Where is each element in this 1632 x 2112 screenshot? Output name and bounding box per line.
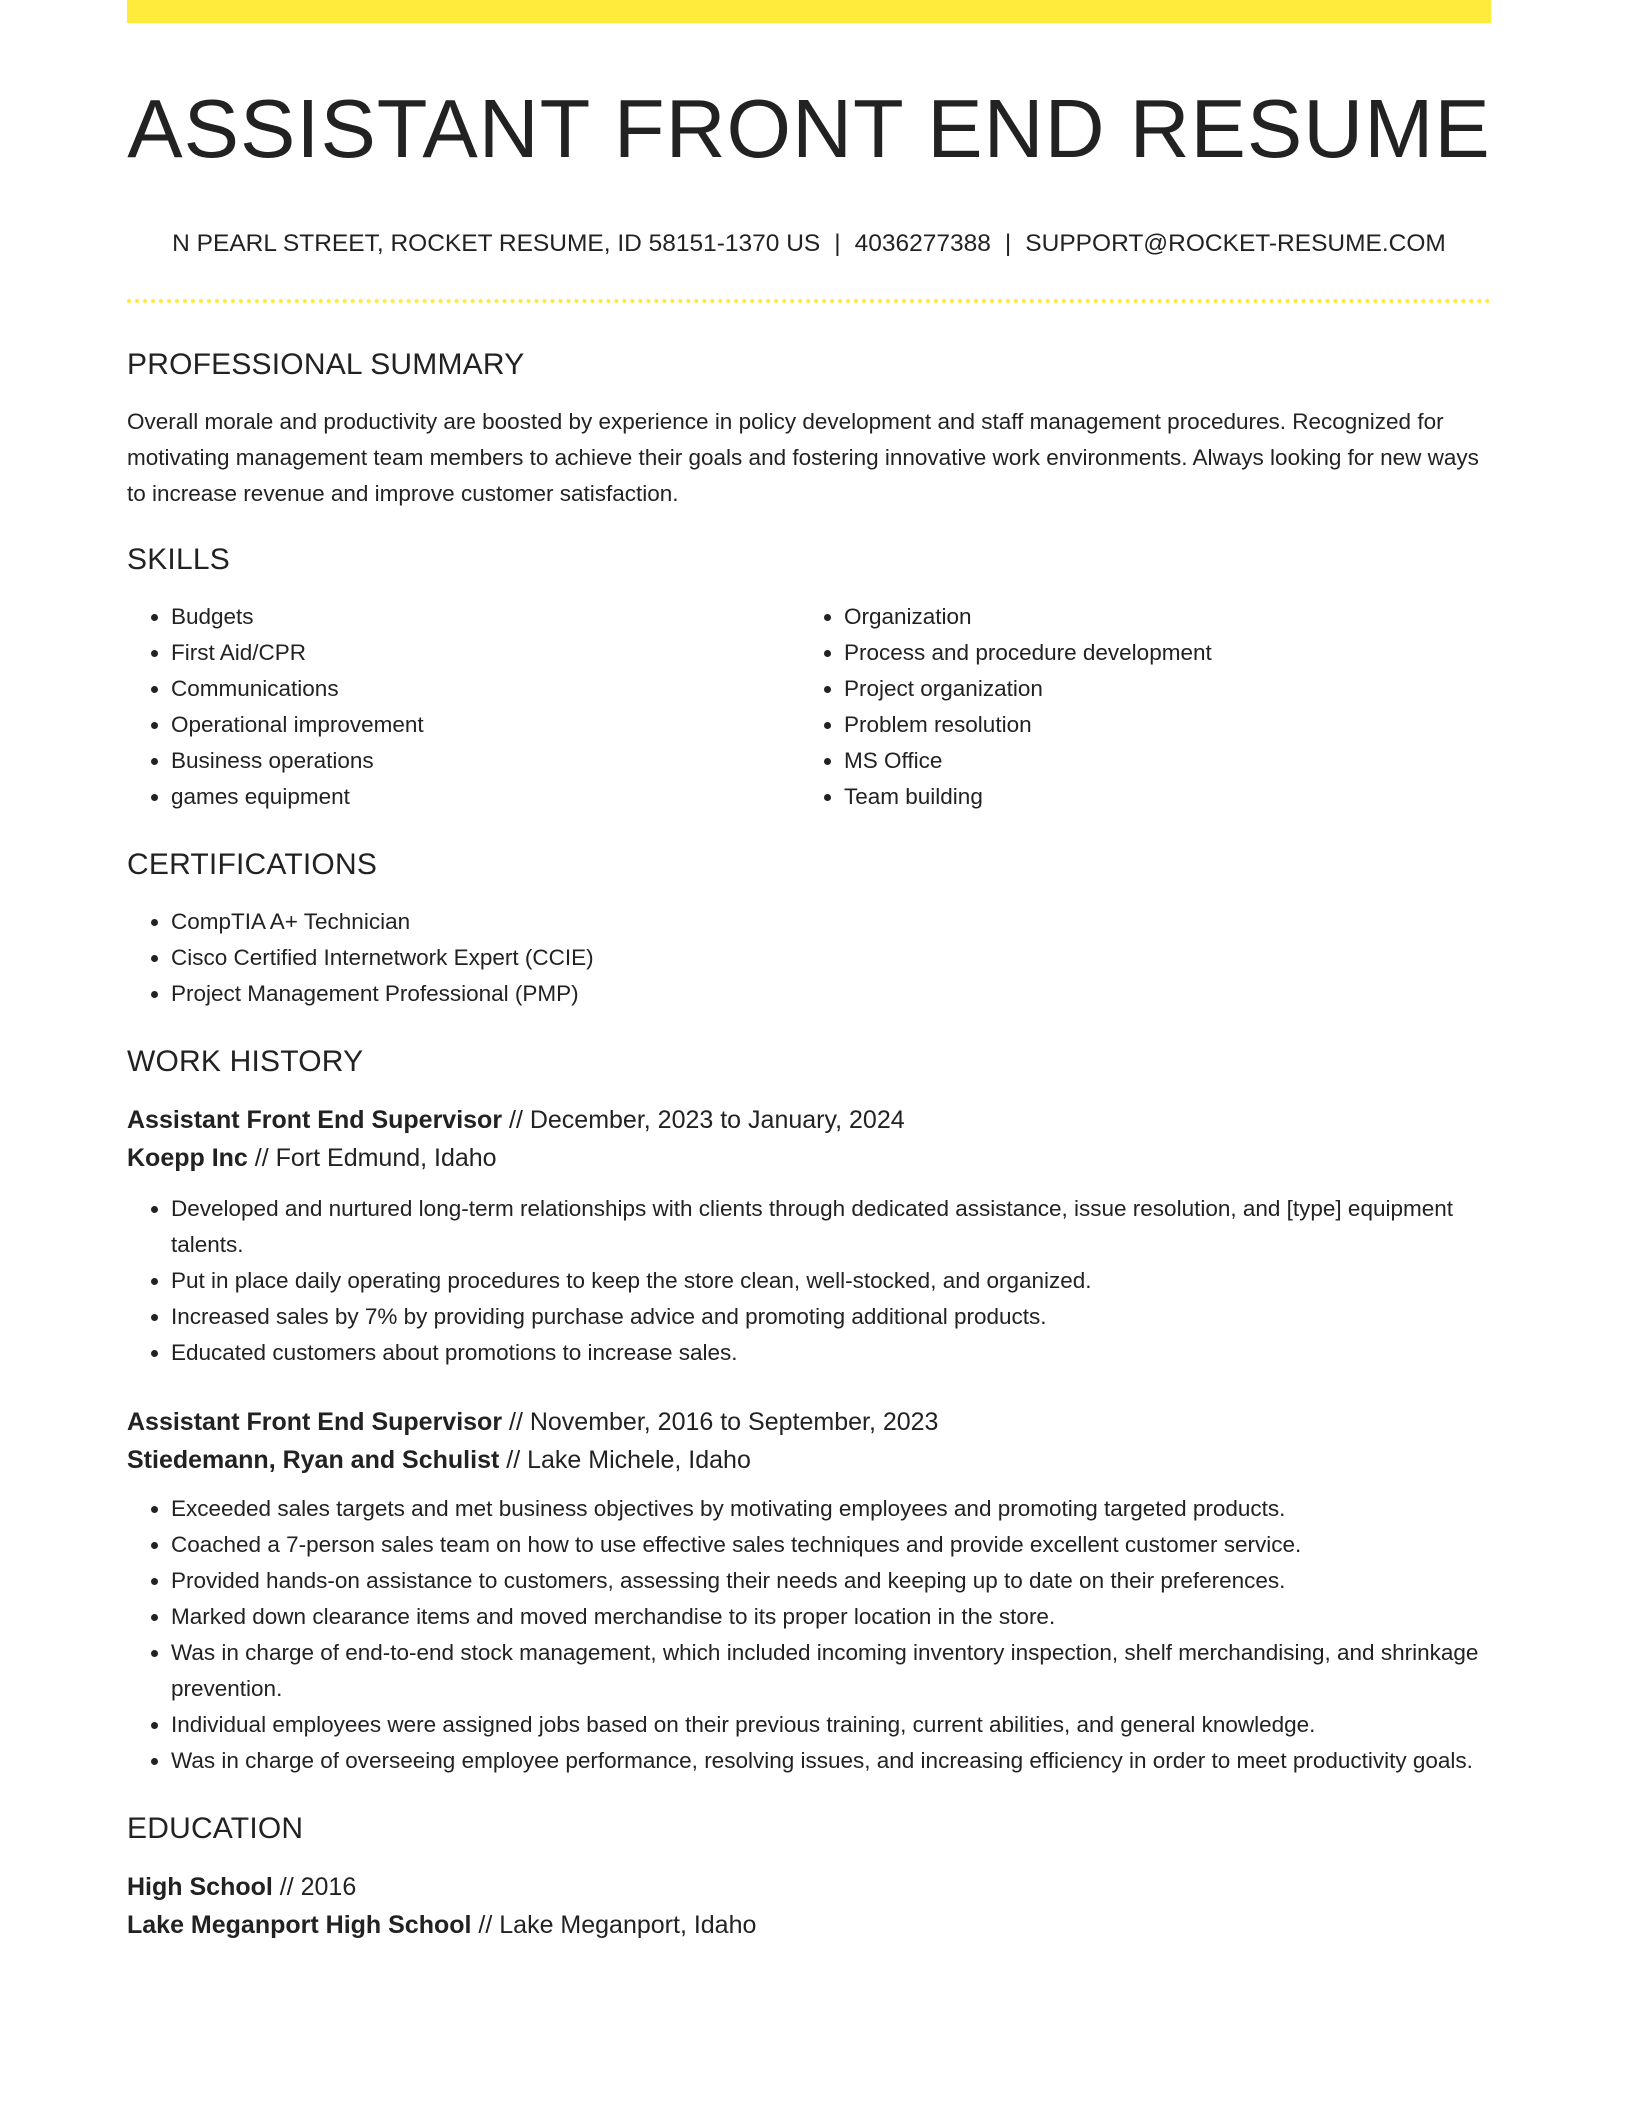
job-role-line bbox=[127, 1403, 1491, 1441]
job-location: // Lake Michele, Idaho bbox=[499, 1445, 751, 1474]
skill-item: • games equipment bbox=[171, 779, 800, 815]
contact-address: N PEARL STREET, ROCKET RESUME, ID 58151-1370 US bbox=[172, 230, 821, 258]
education-degree-line bbox=[127, 1868, 1491, 1906]
certification-item: • Project Management Professional (PMP) bbox=[171, 976, 1491, 1012]
job-bullet: • Provided hands-on assistance to customers, assessing their needs and keeping up to date on their preferences. bbox=[171, 1563, 1491, 1599]
resume-title: ASSISTANT FRONT END RESUME bbox=[127, 82, 1491, 175]
job-bullet: • Coached a 7-person sales team on how to use effective sales techniques and provide excellent customer service. bbox=[171, 1527, 1491, 1563]
job-bullet: • Educated customers about promotions to increase sales. bbox=[171, 1335, 1491, 1371]
education-location: // Lake Meganport, Idaho bbox=[471, 1910, 757, 1939]
section-title-skills: SKILLS bbox=[127, 542, 230, 576]
skills-column-right bbox=[800, 599, 1473, 815]
education-entry bbox=[127, 1868, 1491, 1944]
education-degree: High School bbox=[127, 1872, 273, 1901]
work-history-section bbox=[127, 1044, 1491, 1779]
certification-item: • CompTIA A+ Technician bbox=[171, 904, 1491, 940]
section-title-summary: PROFESSIONAL SUMMARY bbox=[127, 347, 525, 381]
summary-text: Overall morale and productivity are boosted by experience in policy development and staff management procedures. Recognized for motivating management team members to achieve their goals and fostering innovative work environments. Always looking for new ways to increase revenue and improve customer satisfaction. bbox=[127, 408, 1479, 506]
job-bullet: • Put in place daily operating procedures to keep the store clean, well-stocked, and organized. bbox=[171, 1263, 1491, 1299]
job-dates: // December, 2023 to January, 2024 bbox=[502, 1105, 905, 1134]
skill-item: • Budgets bbox=[171, 599, 800, 635]
job-role: Assistant Front End Supervisor bbox=[127, 1407, 503, 1436]
contact-phone: 4036277388 bbox=[854, 230, 991, 258]
job-dates: // November, 2016 to September, 2023 bbox=[502, 1407, 939, 1436]
contact-separator: | bbox=[834, 230, 841, 258]
education-school: Lake Meganport High School bbox=[127, 1910, 472, 1939]
contact-line bbox=[127, 229, 1491, 258]
skills-column-left bbox=[127, 599, 800, 815]
skill-item: • Team building bbox=[844, 779, 1473, 815]
skill-item: • First Aid/CPR bbox=[171, 635, 800, 671]
education-school-line bbox=[127, 1906, 1491, 1944]
education-year: // 2016 bbox=[272, 1872, 357, 1901]
contact-separator: | bbox=[1004, 230, 1012, 258]
resume-page bbox=[127, 0, 1491, 1944]
job-company-line bbox=[127, 1139, 1491, 1177]
header-divider bbox=[127, 299, 1491, 303]
job-company-line bbox=[127, 1441, 1491, 1479]
skill-item: • MS Office bbox=[844, 743, 1473, 779]
certification-item: • Cisco Certified Internetwork Expert (CCIE) bbox=[171, 940, 1491, 976]
skill-item: • Communications bbox=[171, 671, 800, 707]
job-bullet: • Was in charge of end-to-end stock management, which included incoming inventory inspection, shelf merchandising, and shrinkage prevention. bbox=[171, 1635, 1491, 1707]
skill-item: • Operational improvement bbox=[171, 707, 800, 743]
job-company: Koepp Inc bbox=[127, 1143, 248, 1172]
job-location: // Fort Edmund, Idaho bbox=[247, 1143, 497, 1172]
job-entry bbox=[127, 1101, 1491, 1371]
job-bullet: • Marked down clearance items and moved merchandise to its proper location in the store. bbox=[171, 1599, 1491, 1635]
job-role-line bbox=[127, 1101, 1491, 1139]
job-entry bbox=[127, 1403, 1491, 1779]
skill-item: • Organization bbox=[844, 599, 1473, 635]
job-bullet: • Was in charge of overseeing employee performance, resolving issues, and increasing efficiency in order to meet productivity goals. bbox=[171, 1743, 1491, 1779]
skill-item: • Business operations bbox=[171, 743, 800, 779]
top-accent-bar bbox=[127, 0, 1491, 23]
job-bullet: • Individual employees were assigned jobs based on their previous training, current abilities, and general knowledge. bbox=[171, 1707, 1491, 1743]
contact-email: SUPPORT@ROCKET-RESUME.COM bbox=[1025, 230, 1446, 258]
skill-item: • Process and procedure development bbox=[844, 635, 1473, 671]
summary-section bbox=[127, 347, 1491, 512]
section-title-work-history: WORK HISTORY bbox=[127, 1044, 364, 1078]
education-section bbox=[127, 1811, 1491, 1944]
skills-grid bbox=[127, 599, 1491, 815]
skill-item: • Problem resolution bbox=[844, 707, 1473, 743]
skills-section bbox=[127, 542, 1491, 815]
job-company: Stiedemann, Ryan and Schulist bbox=[127, 1445, 500, 1474]
skill-item: • Project organization bbox=[844, 671, 1473, 707]
section-title-education: EDUCATION bbox=[127, 1811, 304, 1845]
certifications-section bbox=[127, 847, 1491, 1012]
job-bullet: • Increased sales by 7% by providing purchase advice and promoting additional products. bbox=[171, 1299, 1491, 1335]
section-title-certifications: CERTIFICATIONS bbox=[127, 847, 378, 881]
job-bullet: • Exceeded sales targets and met business objectives by motivating employees and promoting targeted products. bbox=[171, 1491, 1491, 1527]
job-bullet: • Developed and nurtured long-term relationships with clients through dedicated assistance, issue resolution, and [type] equipment talents. bbox=[171, 1191, 1491, 1263]
job-role: Assistant Front End Supervisor bbox=[127, 1105, 503, 1134]
